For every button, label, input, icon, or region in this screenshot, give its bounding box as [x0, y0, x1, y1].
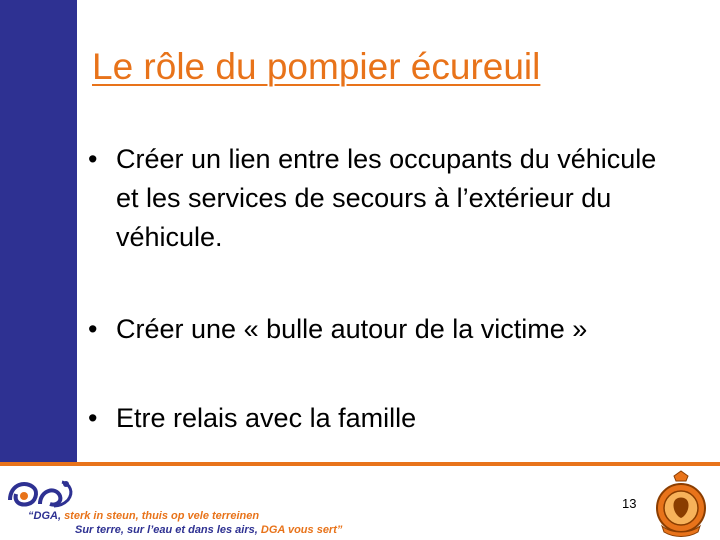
page-number: 13 — [622, 496, 637, 511]
left-sidebar-band — [0, 0, 77, 462]
bullet-text: Créer une « bulle autour de la victime » — [116, 314, 588, 344]
bullet-text: Etre relais avec la famille — [116, 403, 417, 433]
bullet-dot: • — [88, 144, 98, 174]
footer-slogan-end: DGA vous sert” — [260, 524, 343, 536]
footer-slogan-line-1 — [28, 510, 259, 522]
footer-divider — [0, 462, 720, 466]
bullet-dot: • — [88, 314, 98, 344]
footer-slogan-quote: “DGA, — [28, 510, 65, 522]
dga-logo-icon — [4, 470, 78, 512]
bullet-item-1 — [88, 140, 668, 257]
bullet-item-2 — [88, 310, 698, 349]
bullet-text: Créer un lien entre les occupants du véhicule et les services de secours à l’extérieur du véhicule. — [116, 144, 657, 252]
footer-slogan-line-2 — [75, 524, 342, 536]
bullet-dot: • — [88, 403, 98, 433]
civil-protection-emblem-icon — [650, 470, 712, 538]
footer-slogan-highlight: sterk in steun, thuis op vele terreinen — [64, 510, 260, 522]
slide-title: Le rôle du pompier écureuil — [92, 46, 541, 87]
bullet-item-3 — [88, 399, 688, 438]
footer-slogan-main: Sur terre, sur l’eau et dans les airs, — [75, 524, 261, 536]
